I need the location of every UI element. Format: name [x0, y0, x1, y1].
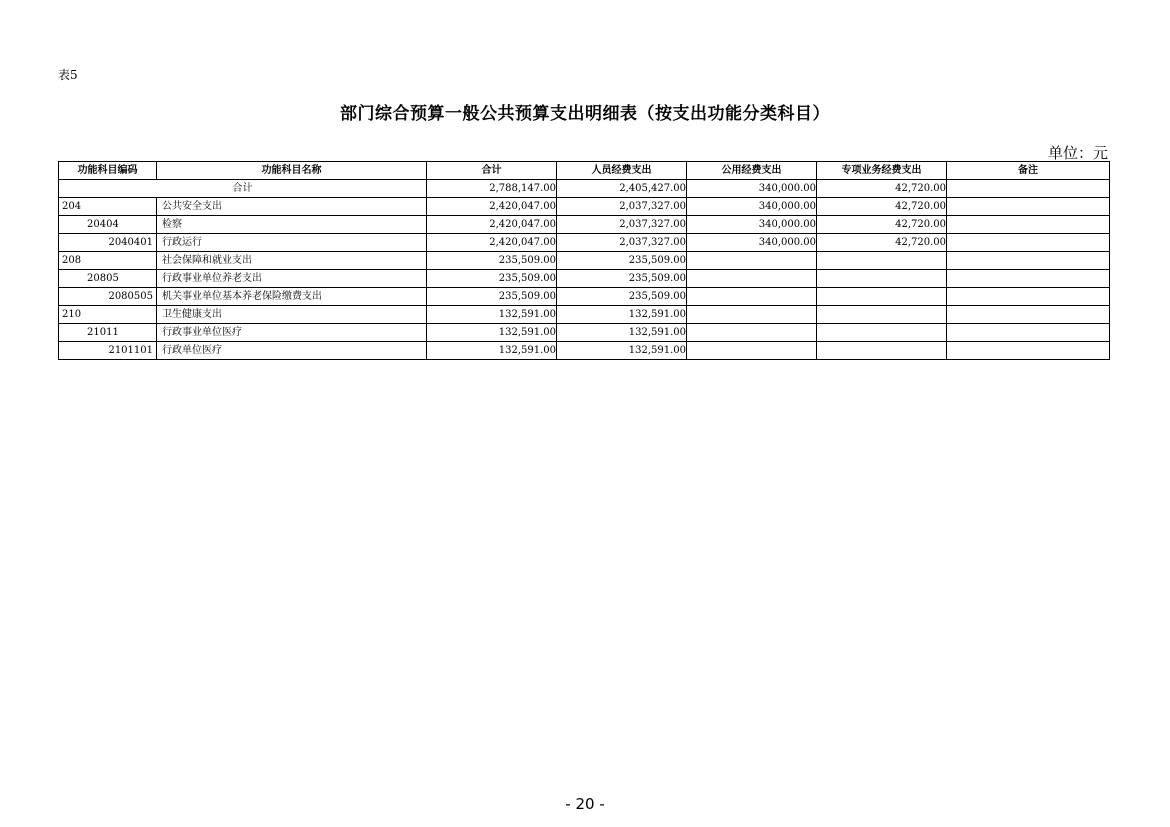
code-cell: 2101101	[59, 342, 157, 360]
note-cell	[947, 324, 1110, 342]
project-cell	[817, 288, 947, 306]
code-cell: 20404	[59, 216, 157, 234]
personnel-cell: 235,509.00	[557, 288, 687, 306]
project-cell: 42,720.00	[817, 216, 947, 234]
table-row	[59, 252, 1110, 270]
header-project: 专项业务经费支出	[817, 162, 947, 180]
note-cell	[947, 306, 1110, 324]
page-number: - 20 -	[565, 795, 605, 813]
total-cell: 132,591.00	[427, 342, 557, 360]
total-row-project: 42,720.00	[817, 180, 947, 198]
note-cell	[947, 234, 1110, 252]
table-row	[59, 198, 1110, 216]
name-cell: 行政单位医疗	[157, 342, 427, 360]
total-row	[59, 180, 1110, 198]
header-note: 备注	[947, 162, 1110, 180]
name-cell: 机关事业单位基本养老保险缴费支出	[157, 288, 427, 306]
name-cell: 行政事业单位养老支出	[157, 270, 427, 288]
total-row-total: 2,788,147.00	[427, 180, 557, 198]
total-cell: 2,420,047.00	[427, 216, 557, 234]
personnel-cell: 132,591.00	[557, 342, 687, 360]
project-cell	[817, 252, 947, 270]
note-cell	[947, 198, 1110, 216]
project-cell	[817, 306, 947, 324]
budget-table	[58, 161, 1110, 360]
total-cell: 235,509.00	[427, 270, 557, 288]
total-cell: 132,591.00	[427, 306, 557, 324]
note-cell	[947, 342, 1110, 360]
header-personnel: 人员经费支出	[557, 162, 687, 180]
name-cell: 行政运行	[157, 234, 427, 252]
code-cell: 20805	[59, 270, 157, 288]
table-row	[59, 306, 1110, 324]
public-cell: 340,000.00	[687, 216, 817, 234]
header-public: 公用经费支出	[687, 162, 817, 180]
note-cell	[947, 270, 1110, 288]
name-cell: 社会保障和就业支出	[157, 252, 427, 270]
public-cell: 340,000.00	[687, 234, 817, 252]
public-cell	[687, 324, 817, 342]
code-cell: 208	[59, 252, 157, 270]
table-row	[59, 216, 1110, 234]
name-cell: 公共安全支出	[157, 198, 427, 216]
table-header-row	[59, 162, 1110, 180]
personnel-cell: 2,037,327.00	[557, 198, 687, 216]
name-cell: 检察	[157, 216, 427, 234]
page-title: 部门综合预算一般公共预算支出明细表（按支出功能分类科目）	[340, 104, 830, 124]
total-cell: 235,509.00	[427, 288, 557, 306]
code-cell: 2040401	[59, 234, 157, 252]
personnel-cell: 235,509.00	[557, 270, 687, 288]
total-cell: 132,591.00	[427, 324, 557, 342]
header-total: 合计	[427, 162, 557, 180]
code-cell: 210	[59, 306, 157, 324]
table-row	[59, 324, 1110, 342]
personnel-cell: 2,037,327.00	[557, 234, 687, 252]
name-cell: 行政事业单位医疗	[157, 324, 427, 342]
header-code: 功能科目编码	[59, 162, 157, 180]
name-cell: 卫生健康支出	[157, 306, 427, 324]
code-cell: 21011	[59, 324, 157, 342]
code-cell: 2080505	[59, 288, 157, 306]
code-cell: 204	[59, 198, 157, 216]
note-cell	[947, 288, 1110, 306]
total-row-note	[947, 180, 1110, 198]
table-label: 表5	[58, 68, 78, 82]
total-cell: 235,509.00	[427, 252, 557, 270]
total-row-label: 合计	[59, 180, 427, 198]
personnel-cell: 132,591.00	[557, 306, 687, 324]
project-cell	[817, 342, 947, 360]
personnel-cell: 235,509.00	[557, 252, 687, 270]
public-cell	[687, 270, 817, 288]
public-cell	[687, 288, 817, 306]
project-cell: 42,720.00	[817, 198, 947, 216]
total-row-personnel: 2,405,427.00	[557, 180, 687, 198]
note-cell	[947, 252, 1110, 270]
public-cell: 340,000.00	[687, 198, 817, 216]
total-cell: 2,420,047.00	[427, 198, 557, 216]
project-cell	[817, 324, 947, 342]
total-cell: 2,420,047.00	[427, 234, 557, 252]
project-cell: 42,720.00	[817, 234, 947, 252]
table-row	[59, 288, 1110, 306]
table-row	[59, 342, 1110, 360]
public-cell	[687, 306, 817, 324]
unit-label: 单位：元	[1047, 144, 1108, 162]
table-row	[59, 270, 1110, 288]
project-cell	[817, 270, 947, 288]
table-row	[59, 234, 1110, 252]
personnel-cell: 132,591.00	[557, 324, 687, 342]
note-cell	[947, 216, 1110, 234]
public-cell	[687, 252, 817, 270]
public-cell	[687, 342, 817, 360]
total-row-public: 340,000.00	[687, 180, 817, 198]
header-name: 功能科目名称	[157, 162, 427, 180]
personnel-cell: 2,037,327.00	[557, 216, 687, 234]
